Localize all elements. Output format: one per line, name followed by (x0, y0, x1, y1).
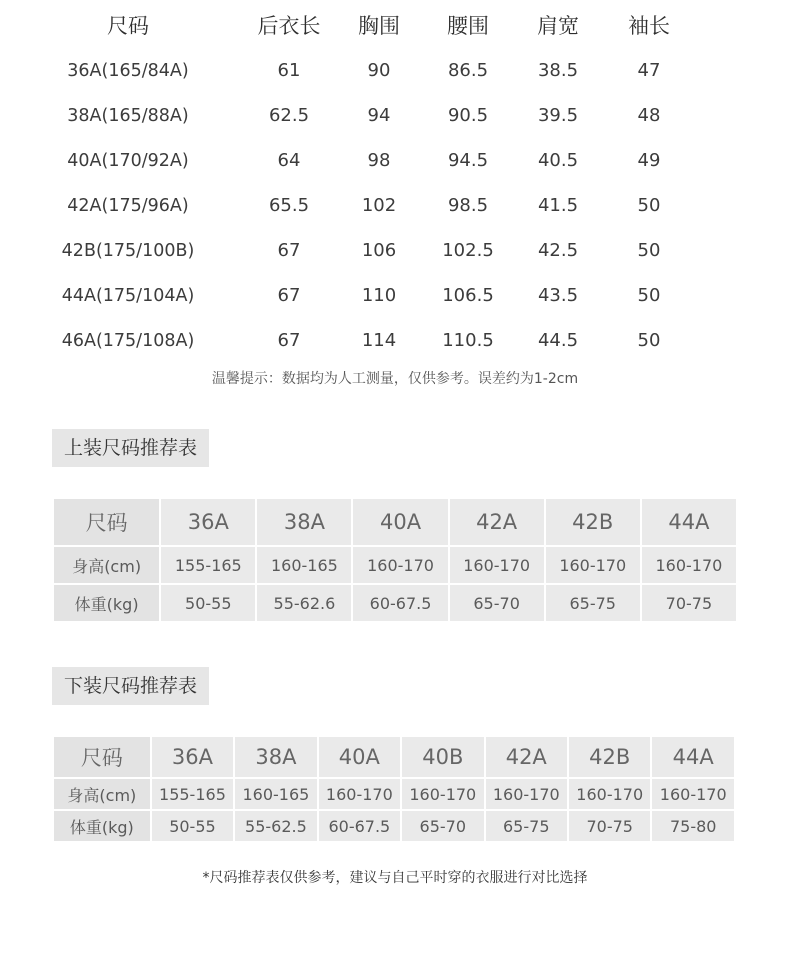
table-cell: 40A (353, 499, 447, 545)
table-row (0, 96, 790, 136)
table-cell: 44A (652, 737, 734, 777)
table-row (0, 51, 790, 91)
table-cell: 67 (277, 330, 301, 351)
table-cell: 102 (361, 195, 397, 216)
table-cell: 67 (277, 240, 301, 261)
table-row (54, 585, 736, 621)
header-cell: 肩宽 (537, 14, 579, 38)
table-cell: 90 (367, 60, 391, 81)
table-cell: 44.5 (537, 330, 579, 351)
table-cell: 40A (319, 737, 400, 777)
table-cell: 98 (367, 150, 391, 171)
table-cell: 60-67.5 (319, 811, 400, 841)
table-cell: 155-165 (152, 779, 233, 809)
table-row (54, 779, 734, 809)
table-cell: 155-165 (161, 547, 255, 583)
table-row (0, 141, 790, 181)
header-cell: 胸围 (358, 14, 400, 38)
table-cell: 64 (277, 150, 301, 171)
table-row (54, 547, 736, 583)
table-cell: 65.5 (268, 195, 310, 216)
table-cell: 106 (361, 240, 397, 261)
table-cell: 90.5 (447, 105, 489, 126)
table-cell: 94.5 (447, 150, 489, 171)
table-cell: 110 (361, 285, 397, 306)
table-cell: 36A (152, 737, 233, 777)
table-cell: 42A (450, 499, 544, 545)
table-cell: 94 (367, 105, 391, 126)
table-cell: 60-67.5 (353, 585, 447, 621)
header-cell: 后衣长 (257, 14, 321, 38)
table-cell: 55-62.6 (257, 585, 351, 621)
table-cell: 106.5 (442, 285, 494, 306)
table-cell: 65-70 (450, 585, 544, 621)
table-cell: 50 (637, 330, 661, 351)
table-cell: 98.5 (447, 195, 489, 216)
upper-recommendation-table (52, 497, 738, 623)
table-cell: 160-165 (257, 547, 351, 583)
table-cell: 65-75 (486, 811, 567, 841)
table-cell: 40A(170/92A) (67, 151, 189, 171)
table-cell: 67 (277, 285, 301, 306)
table-cell: 36A (161, 499, 255, 545)
table-cell: 42B(175/100B) (61, 241, 195, 261)
row-label: 尺码 (54, 499, 159, 545)
table-cell: 50 (637, 285, 661, 306)
table-cell: 160-170 (486, 779, 567, 809)
table-cell: 38A (257, 499, 351, 545)
table-cell: 44A(175/104A) (61, 286, 195, 306)
header-cell: 尺码 (107, 14, 149, 38)
row-label: 体重(kg) (54, 811, 150, 841)
table-cell: 62.5 (268, 105, 310, 126)
table-cell: 70-75 (642, 585, 736, 621)
lower-rec-title: 下装尺码推荐表 (52, 667, 209, 705)
row-label: 身高(cm) (54, 779, 150, 809)
table-cell: 65-70 (402, 811, 483, 841)
table-cell: 160-170 (546, 547, 640, 583)
measurement-tip: 温馨提示：数据均为人工测量，仅供参考。误差约为1-2cm (211, 371, 579, 387)
table-row (0, 231, 790, 271)
table-cell: 70-75 (569, 811, 650, 841)
table-cell: 49 (637, 150, 661, 171)
table-cell: 114 (361, 330, 397, 351)
table-cell: 41.5 (537, 195, 579, 216)
table-cell: 42B (569, 737, 650, 777)
table-cell: 47 (637, 60, 661, 81)
table-cell: 42B (546, 499, 640, 545)
lower-recommendation-table (52, 735, 736, 843)
row-label: 尺码 (54, 737, 150, 777)
table-cell: 61 (277, 60, 301, 81)
upper-rec-title: 上装尺码推荐表 (52, 429, 209, 467)
table-cell: 160-170 (642, 547, 736, 583)
table-cell: 43.5 (537, 285, 579, 306)
table-cell: 38A (235, 737, 316, 777)
table-cell: 160-170 (353, 547, 447, 583)
table-cell: 65-75 (546, 585, 640, 621)
table-cell: 38.5 (537, 60, 579, 81)
table-cell: 36A(165/84A) (67, 61, 189, 81)
row-label: 身高(cm) (54, 547, 159, 583)
table-cell: 160-170 (319, 779, 400, 809)
footnote: *尺码推荐表仅供参考，建议与自己平时穿的衣服进行对比选择 (202, 870, 588, 886)
table-row (54, 737, 734, 777)
table-cell: 50-55 (152, 811, 233, 841)
table-cell: 46A(175/108A) (61, 331, 195, 351)
table-cell: 102.5 (442, 240, 494, 261)
table-cell: 75-80 (652, 811, 734, 841)
table-cell: 160-165 (235, 779, 316, 809)
table-cell: 39.5 (537, 105, 579, 126)
table-row (0, 321, 790, 361)
size-table-header (0, 6, 790, 46)
table-cell: 50-55 (161, 585, 255, 621)
table-cell: 48 (637, 105, 661, 126)
table-cell: 40.5 (537, 150, 579, 171)
header-cell: 袖长 (628, 14, 670, 38)
table-cell: 44A (642, 499, 736, 545)
table-cell: 42.5 (537, 240, 579, 261)
table-cell: 160-170 (569, 779, 650, 809)
table-cell: 110.5 (442, 330, 494, 351)
table-cell: 160-170 (652, 779, 734, 809)
header-cell: 腰围 (447, 14, 489, 38)
table-cell: 42A(175/96A) (67, 196, 189, 216)
table-cell: 86.5 (447, 60, 489, 81)
table-cell: 38A(165/88A) (67, 106, 189, 126)
table-cell: 50 (637, 240, 661, 261)
table-cell: 40B (402, 737, 483, 777)
table-row (54, 499, 736, 545)
table-cell: 50 (637, 195, 661, 216)
table-row (0, 276, 790, 316)
table-cell: 160-170 (450, 547, 544, 583)
table-row (54, 811, 734, 841)
table-cell: 55-62.5 (235, 811, 316, 841)
row-label: 体重(kg) (54, 585, 159, 621)
table-cell: 42A (486, 737, 567, 777)
table-cell: 160-170 (402, 779, 483, 809)
table-row (0, 186, 790, 226)
